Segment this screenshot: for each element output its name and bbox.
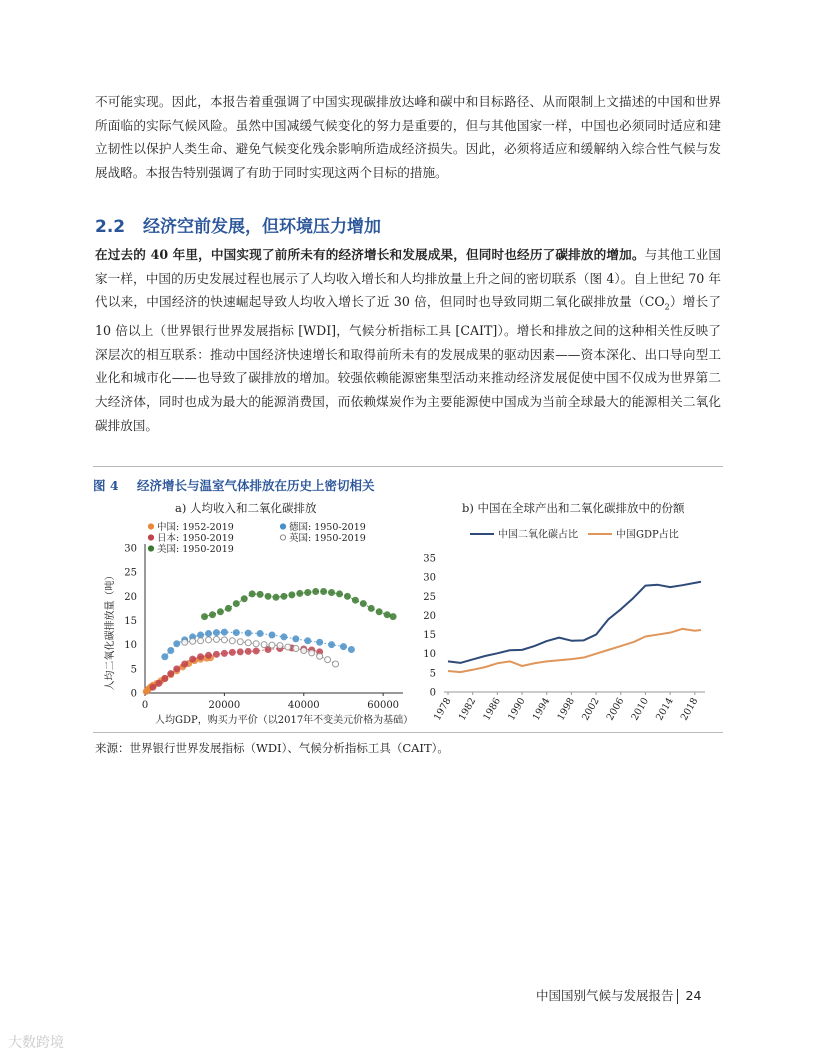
legend-label: 中国二氧化碳占比 [498,529,578,541]
legend-marker [280,524,285,529]
data-point [317,653,323,659]
data-point [182,661,188,667]
co2-subscript: 2 [664,302,670,312]
data-point [293,646,299,652]
data-point [213,630,219,636]
data-point [162,654,168,660]
section-paragraph [95,243,721,437]
panel-b-title: b) 中国在全球产出和二氧化碳排放中的份额 [462,501,685,515]
y-tick-label: 10 [124,640,137,652]
intro-paragraph: 不可能实现。因此，本报告着重强调了中国实现碳排放达峰和碳中和目标路径、从而限制上文描述的中国和世界所面临的实际气候风险。虽然中国减缓气候变化的努力是重要的，但与其他国家一样，中国也必须同时适应和建立韧性以保护人类生命、避免气候变化残余影响所造成经济损失。因此，必须将适应和缓解纳入综合性气候与发展战略。本报告特别强调了有助于同时实现这两个目标的措施。 [95,94,721,180]
x-tick-label: 2018 [678,696,701,723]
data-point [390,614,396,620]
data-point [245,648,251,654]
x-tick-label: 1978 [431,696,454,723]
data-point [269,632,275,638]
data-point [237,639,243,645]
y-tick-label: 15 [423,630,436,642]
data-point [352,597,358,603]
data-point [198,654,204,660]
y-tick-label: 20 [124,591,137,603]
data-point [237,649,243,655]
figure-title [93,476,375,494]
footer-divider [677,989,678,1004]
data-point [265,593,271,599]
data-point [336,591,342,597]
data-point [190,656,196,662]
data-point [281,593,287,599]
legend-marker [148,546,153,551]
x-tick-label: 1994 [530,696,553,723]
y-tick-label: 35 [423,553,436,565]
x-tick-label: 1990 [506,696,528,723]
section-title: 经济空前发展，但环境压力增加 [143,217,381,237]
data-point [297,590,303,596]
y-tick-label: 5 [429,668,436,680]
x-tick-label: 60000 [367,700,400,711]
x-tick-label: 40000 [287,700,320,711]
page-footer [536,986,701,1004]
page-number: 24 [685,988,702,1003]
data-point [229,649,235,655]
data-point [213,636,219,642]
data-point [221,637,227,643]
figure-top-rule [93,466,723,467]
section-heading [95,212,381,237]
data-point [174,641,180,647]
x-tick-label: 2014 [654,696,676,723]
legend-marker [148,535,153,540]
data-point [198,632,204,638]
data-point [198,638,204,644]
legend-label: 中国: 1952-2019 [157,522,234,533]
series-line [448,629,701,672]
data-point [273,594,279,600]
x-axis-title: 人均GDP，购买力平价（以2017年不变美元价格为基础） [155,715,414,726]
data-point [269,642,275,648]
data-point [340,644,346,650]
panel-a-title: a) 人均收入和二氧化碳排放 [175,501,317,515]
data-point [253,641,259,647]
data-point [368,605,374,611]
data-point [221,650,227,656]
data-point [261,642,267,648]
y-axis-title: 人均二氧化碳排放量（吨） [105,570,116,691]
data-point [376,609,382,615]
y-tick-label: 25 [124,567,137,579]
data-point [305,638,311,644]
x-tick-label: 1982 [456,696,479,723]
y-tick-label: 30 [124,543,137,555]
y-tick-label: 5 [130,664,137,676]
legend-label: 中国GDP占比 [616,529,679,541]
line-chart [423,518,720,728]
data-point [217,609,223,615]
y-tick-label: 0 [429,687,436,699]
data-point [245,630,251,636]
data-point [325,657,331,663]
x-tick-label: 20000 [208,700,241,711]
data-point [257,631,263,637]
series-line [448,582,701,663]
data-point [206,631,212,637]
y-tick-label: 10 [423,649,436,661]
y-tick-label: 0 [130,688,137,700]
data-point [245,640,251,646]
y-tick-label: 25 [423,591,436,603]
data-point [206,637,212,643]
data-point [213,651,219,657]
section-number: 2.2 [95,217,126,237]
data-point [209,612,215,618]
data-point [182,639,188,645]
data-point [360,601,366,607]
data-point [281,634,287,640]
legend-marker [280,535,285,540]
data-point [253,648,259,654]
legend-label: 日本: 1950-2019 [157,533,234,544]
y-tick-label: 20 [423,610,436,622]
data-point [249,591,255,597]
data-point [329,642,335,648]
y-tick-label: 30 [423,572,436,584]
data-point [293,636,299,642]
watermark: 大数跨境 [8,1035,64,1051]
data-point [168,647,174,653]
scatter-chart [93,518,413,728]
data-point [168,671,174,677]
figure-bottom-rule [93,732,723,733]
x-tick-label: 2006 [604,696,627,723]
x-tick-label: 0 [141,700,149,711]
data-point [285,644,291,650]
data-point [305,589,311,595]
data-point [202,614,208,620]
legend-label: 美国: 1950-2019 [157,544,234,555]
x-tick-label: 1986 [481,696,503,723]
data-point [150,684,156,690]
x-tick-label: 2010 [629,696,652,723]
lead-sentence: 在过去的 40 年里，中国实现了前所未有的经济增长和发展成果，但同时也经历了碳排放的增加。 [95,247,645,262]
data-point [277,643,283,649]
data-point [229,638,235,644]
data-point [289,592,295,598]
data-point [333,661,339,667]
data-point [329,589,335,595]
data-point [309,650,315,656]
data-point [301,647,307,653]
data-point [190,638,196,644]
figure-number: 图 4 [93,478,119,493]
data-point [384,612,390,618]
report-title: 中国国别气候与发展报告 [536,988,674,1003]
body-part1: 与其他工业国家一样，中国的历史发展过程也展示了人均收入增长和人均排放量上升之间的密切联系（图 4）。自上世纪 70 年代以来，中国经济的快速崛起导致人均收入增长了近 30 倍，但同时也导致同期二氧化碳排放量（CO [95,247,721,310]
data-point [162,676,168,682]
data-point [233,601,239,607]
figure-title-text: 经济增长与温室气体排放在历史上密切相关 [137,478,375,493]
body-part2: ）增长了 10 倍以上（世界银行世界发展指标 [WDI]，气候分析指标工具 [CAIT]）。增长和排放之间的这种相关性反映了深层次的相互联系：推动中国经济快速增长和取得前所未有的发展成果的驱动因素——资本深化、出口导向型工业化和城市化——也导致了碳排放的增加。较强依赖能源密集型活动来推动经济发展促使中国不仅成为世界第二大经济体，同时也成为最大的能源消费国，而依赖煤炭作为主要能源使中国成为当前全球最大的能源相关二氧化碳排放国。 [95,294,721,433]
legend-label: 英国: 1950-2019 [289,533,366,544]
figure-source: 来源：世界银行世界发展指标（WDI）、气候分析指标工具（CAIT）。 [95,741,449,755]
data-point [313,589,319,595]
data-point [321,589,327,595]
data-point [241,596,247,602]
data-point [221,629,227,635]
data-point [257,591,263,597]
legend-marker [148,524,153,529]
data-point [174,666,180,672]
x-tick-label: 1998 [555,696,578,723]
data-point [206,652,212,658]
data-point [317,639,323,645]
data-point [156,680,162,686]
data-point [344,593,350,599]
data-point [348,647,354,653]
x-tick-label: 2002 [580,696,602,723]
y-tick-label: 15 [124,616,137,627]
data-point [225,605,231,611]
legend-label: 德国: 1950-2019 [289,522,366,533]
data-point [233,630,239,636]
